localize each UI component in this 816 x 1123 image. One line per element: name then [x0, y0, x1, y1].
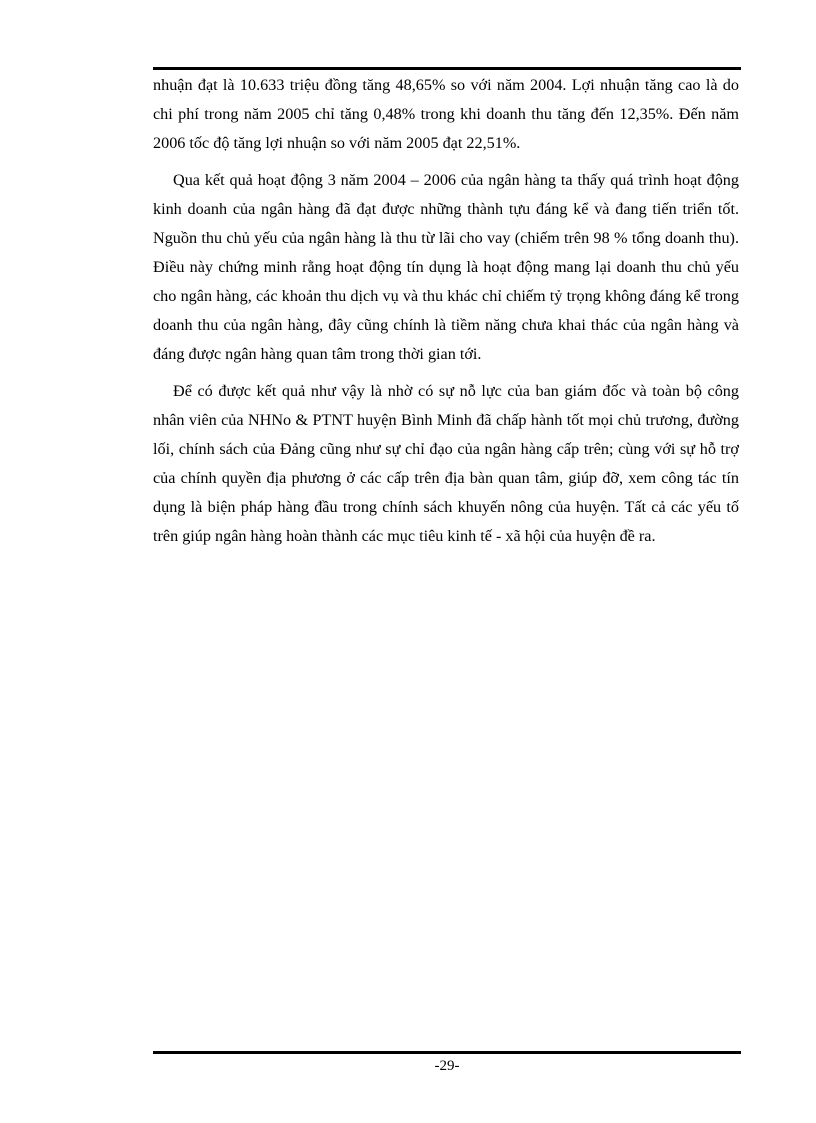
page-body: [153, 71, 739, 559]
header-rule: [153, 67, 741, 70]
page-number: -29-: [434, 1058, 460, 1074]
footer-rule: [153, 1051, 741, 1054]
paragraph-achievement-reasons: Để có được kết quả như vậy là nhờ có sự nỗ lực của ban giám đốc và toàn bộ công nhân viên của NHNo & PTNT huyện Bình Minh đã chấp hành tốt mọi chủ trương, đường lối, chính sách của Đảng cũng như sự chỉ đạo của ngân hàng cấp trên; cùng với sự hỗ trợ của chính quyền địa phương ở các cấp trên địa bàn quan tâm, giúp đỡ, xem công tác tín dụng là biện pháp hàng đầu trong chính sách khuyến nông của huyện. Tất cả các yếu tố trên giúp ngân hàng hoàn thành các mục tiêu kinh tế - xã hội của huyện đề ra.: [153, 382, 739, 545]
paragraph-continuation: nhuận đạt là 10.633 triệu đồng tăng 48,65% so với năm 2004. Lợi nhuận tăng cao là do chi phí trong năm 2005 chỉ tăng 0,48% trong khi doanh thu tăng đến 12,35%. Đến năm 2006 tốc độ tăng lợi nhuận so với năm 2005 đạt 22,51%.: [153, 76, 739, 152]
paragraph-results-summary: Qua kết quả hoạt động 3 năm 2004 – 2006 của ngân hàng ta thấy quá trình hoạt động kinh doanh của ngân hàng đã đạt được những thành tựu đáng kể và đang tiến triển tốt. Nguồn thu chủ yếu của ngân hàng là thu từ lãi cho vay (chiếm trên 98 % tổng doanh thu). Điều này chứng minh rằng hoạt động tín dụng là hoạt động mang lại doanh thu chủ yếu cho ngân hàng, các khoản thu dịch vụ và thu khác chỉ chiếm tỷ trọng không đáng kể trong doanh thu của ngân hàng, đây cũng chính là tiềm năng chưa khai thác của ngân hàng và đáng được ngân hàng quan tâm trong thời gian tới.: [153, 171, 739, 363]
